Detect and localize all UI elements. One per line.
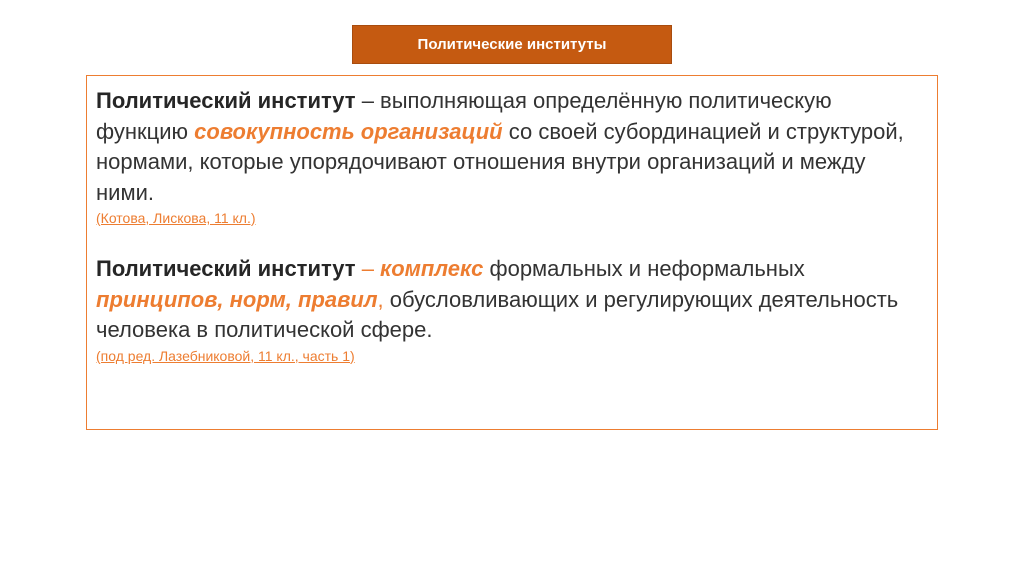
definition-2-text-b: обусловливающих и регулирующих деятельность человека в политической сфере. <box>96 286 899 342</box>
definition-1-text-a: выполняющая определённую политическую функцию <box>96 88 832 144</box>
definition-2 <box>96 254 927 346</box>
definitions-box <box>86 75 938 430</box>
definition-2-text-a: формальных и неформальных <box>483 256 805 281</box>
definition-1 <box>96 86 927 208</box>
definition-1-term: Политический институт <box>96 88 356 113</box>
spacer <box>96 228 927 254</box>
definition-2-term: Политический институт <box>96 256 356 281</box>
definition-1-dash: – <box>355 88 381 113</box>
definition-1-accent: совокупность организаций <box>194 118 503 144</box>
definition-2-accent-2: принципов, норм, правил <box>96 286 378 312</box>
definition-2-accent-1: комплекс <box>380 256 484 281</box>
definition-2-source-link[interactable]: (под ред. Лазебниковой, 11 кл., часть 1) <box>96 347 355 364</box>
definition-2-dash: – <box>355 256 381 281</box>
slide-title-text: Политические институты <box>417 36 607 53</box>
slide-title <box>352 25 672 64</box>
definition-1-text-b: со своей субординацией и структурой, нормами, которые упорядочивают отношения внутри организаций и между ними. <box>96 118 904 205</box>
definition-2-comma: , <box>377 286 384 312</box>
definition-1-source-link[interactable]: (Котова, Лискова, 11 кл.) <box>96 210 256 226</box>
